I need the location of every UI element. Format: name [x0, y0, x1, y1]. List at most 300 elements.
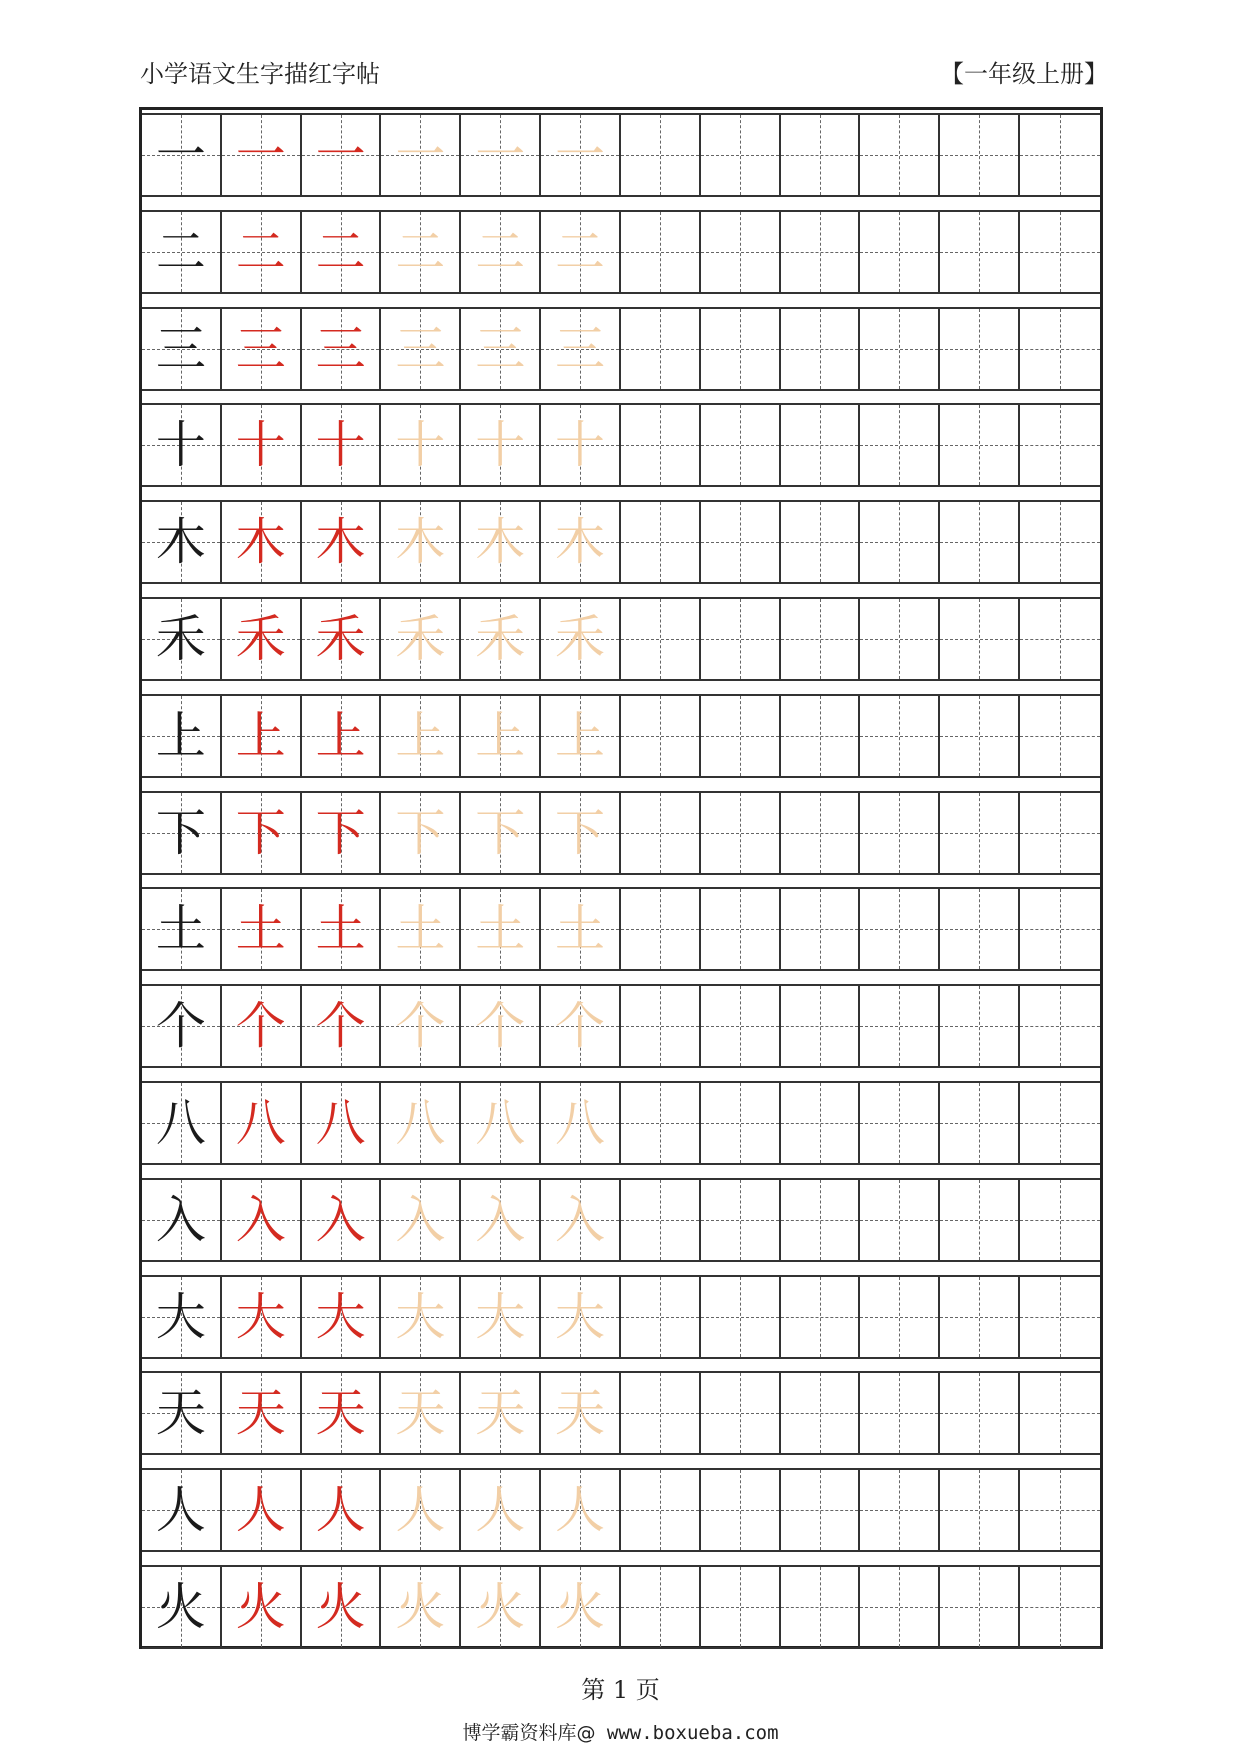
grid-cell: [541, 115, 621, 195]
model-character: 大: [155, 1287, 206, 1346]
red-trace-character: 火: [235, 1578, 286, 1636]
grid-cell: [222, 1567, 302, 1647]
grid-cell: [940, 1180, 1020, 1260]
grid-cell: [1020, 1567, 1100, 1647]
site-name: 博学霸资料库@: [462, 1722, 596, 1744]
grid-cell: [1020, 405, 1100, 485]
grid-cell: [781, 1470, 861, 1550]
grid-cell: [1020, 309, 1100, 389]
grid-cell: [1020, 1083, 1100, 1163]
model-character: 人: [155, 1481, 206, 1540]
model-character: 一: [155, 126, 206, 184]
grid-cell: [860, 599, 940, 679]
grid-cell: [860, 1180, 940, 1260]
grid-cell: [860, 1567, 940, 1647]
light-trace-character: 个: [475, 997, 526, 1056]
grid-cell: [701, 115, 781, 195]
grid-cell: [381, 1373, 461, 1453]
grid-cell: [701, 309, 781, 389]
grid-cell: [302, 502, 382, 582]
grid-cell: [860, 1277, 940, 1357]
red-trace-character: 天: [315, 1384, 366, 1443]
grid-cell: [940, 1277, 1020, 1357]
red-trace-character: 大: [315, 1287, 366, 1346]
grid-cell: [701, 889, 781, 969]
model-character: 下: [155, 803, 206, 862]
light-trace-character: 入: [555, 1190, 606, 1249]
grid-cell: [860, 1470, 940, 1550]
light-trace-character: 十: [395, 416, 446, 475]
grid-cell: [222, 212, 302, 292]
red-trace-character: 天: [235, 1384, 286, 1443]
grid-cell: [701, 599, 781, 679]
grid-cell: [142, 115, 222, 195]
red-trace-character: 个: [315, 997, 366, 1056]
grid-cell: [142, 599, 222, 679]
grid-cell: [621, 1277, 701, 1357]
red-trace-character: 禾: [315, 610, 366, 668]
grid-cell: [860, 986, 940, 1066]
grid-cell: [222, 696, 302, 776]
grid-cell: [222, 793, 302, 873]
grid-cell: [142, 793, 222, 873]
grid-cell: [461, 1373, 541, 1453]
practice-row: [142, 1178, 1100, 1262]
light-trace-character: 三: [395, 319, 446, 378]
grid-cell: [781, 696, 861, 776]
grid-cell: [381, 889, 461, 969]
grid-cell: [222, 309, 302, 389]
grid-cell: [621, 696, 701, 776]
practice-row: [142, 887, 1100, 971]
grid-cell: [461, 889, 541, 969]
grid-cell: [222, 1180, 302, 1260]
grid-cell: [541, 1277, 621, 1357]
red-trace-character: 禾: [235, 610, 286, 668]
light-trace-character: 八: [395, 1094, 446, 1152]
grid-cell: [541, 502, 621, 582]
grid-cell: [940, 793, 1020, 873]
practice-row: [142, 1081, 1100, 1165]
grid-cell: [1020, 1180, 1100, 1260]
red-trace-character: 二: [315, 222, 366, 281]
grid-cell: [621, 309, 701, 389]
grid-cell: [222, 115, 302, 195]
grid-cell: [940, 986, 1020, 1066]
red-trace-character: 一: [235, 126, 286, 184]
light-trace-character: 下: [555, 803, 606, 862]
grid-cell: [781, 405, 861, 485]
light-trace-character: 八: [475, 1094, 526, 1152]
red-trace-character: 入: [315, 1190, 366, 1249]
grid-cell: [621, 1567, 701, 1647]
light-trace-character: 禾: [475, 610, 526, 668]
red-trace-character: 上: [315, 706, 366, 765]
model-character: 土: [155, 900, 206, 959]
grid-cell: [222, 1373, 302, 1453]
grid-cell: [940, 1083, 1020, 1163]
grid-cell: [781, 599, 861, 679]
light-trace-character: 二: [395, 222, 446, 281]
grid-cell: [222, 599, 302, 679]
grid-cell: [701, 986, 781, 1066]
grid-cell: [701, 1470, 781, 1550]
grid-cell: [381, 405, 461, 485]
grid-cell: [541, 696, 621, 776]
grid-cell: [1020, 696, 1100, 776]
practice-row: [142, 1371, 1100, 1455]
grid-cell: [701, 502, 781, 582]
red-trace-character: 下: [315, 803, 366, 862]
grid-cell: [781, 1083, 861, 1163]
red-trace-character: 三: [315, 319, 366, 378]
red-trace-character: 土: [315, 900, 366, 959]
light-trace-character: 土: [555, 900, 606, 959]
grid-cell: [1020, 889, 1100, 969]
grid-cell: [701, 1083, 781, 1163]
grid-cell: [541, 1470, 621, 1550]
grid-cell: [701, 1373, 781, 1453]
grid-cell: [142, 1277, 222, 1357]
practice-row: [142, 307, 1100, 391]
light-trace-character: 二: [555, 222, 606, 281]
grid-cell: [541, 793, 621, 873]
grid-cell: [541, 1180, 621, 1260]
grid-cell: [541, 1373, 621, 1453]
light-trace-character: 天: [475, 1384, 526, 1443]
grid-cell: [461, 1470, 541, 1550]
red-trace-character: 木: [315, 513, 366, 572]
practice-row: [142, 694, 1100, 778]
grid-cell: [541, 889, 621, 969]
model-character: 上: [155, 706, 206, 765]
grid-cell: [1020, 1470, 1100, 1550]
grid-cell: [940, 502, 1020, 582]
grid-cell: [781, 1567, 861, 1647]
grid-cell: [860, 793, 940, 873]
model-character: 火: [155, 1578, 206, 1636]
grid-cell: [302, 986, 382, 1066]
grid-cell: [142, 212, 222, 292]
grid-cell: [860, 696, 940, 776]
grid-cell: [781, 115, 861, 195]
grid-cell: [781, 1373, 861, 1453]
grid-cell: [940, 115, 1020, 195]
grid-cell: [461, 1180, 541, 1260]
model-character: 入: [155, 1190, 206, 1249]
red-trace-character: 二: [235, 222, 286, 281]
grid-cell: [621, 1083, 701, 1163]
light-trace-character: 入: [395, 1190, 446, 1249]
red-trace-character: 一: [315, 126, 366, 184]
grid-cell: [302, 1180, 382, 1260]
grid-cell: [461, 212, 541, 292]
light-trace-character: 三: [475, 319, 526, 378]
grid-cell: [781, 986, 861, 1066]
grid-cell: [621, 502, 701, 582]
light-trace-character: 人: [475, 1481, 526, 1540]
model-character: 天: [155, 1384, 206, 1443]
red-trace-character: 八: [235, 1094, 286, 1152]
grid-cell: [860, 309, 940, 389]
light-trace-character: 个: [395, 997, 446, 1056]
site-url: www.boxueba.com: [595, 1722, 779, 1744]
grid-cell: [781, 309, 861, 389]
grid-cell: [302, 115, 382, 195]
grid-cell: [860, 502, 940, 582]
grid-cell: [381, 309, 461, 389]
light-trace-character: 禾: [395, 610, 446, 668]
grid-cell: [302, 1567, 382, 1647]
grid-cell: [461, 115, 541, 195]
grid-cell: [461, 1277, 541, 1357]
grid-cell: [142, 986, 222, 1066]
light-trace-character: 木: [555, 513, 606, 572]
practice-row: [142, 403, 1100, 487]
grid-cell: [940, 1567, 1020, 1647]
grid-cell: [142, 1180, 222, 1260]
grid-cell: [940, 599, 1020, 679]
light-trace-character: 土: [475, 900, 526, 959]
grid-cell: [381, 115, 461, 195]
light-trace-character: 上: [555, 706, 606, 765]
grid-cell: [621, 1373, 701, 1453]
grid-cell: [461, 1567, 541, 1647]
light-trace-character: 一: [475, 126, 526, 184]
grid-cell: [860, 212, 940, 292]
model-character: 八: [155, 1094, 206, 1152]
grid-cell: [381, 1180, 461, 1260]
grid-cell: [701, 793, 781, 873]
grid-cell: [860, 115, 940, 195]
grid-cell: [222, 1470, 302, 1550]
grid-cell: [940, 696, 1020, 776]
grid-cell: [381, 793, 461, 873]
grid-cell: [621, 1180, 701, 1260]
light-trace-character: 个: [555, 997, 606, 1056]
practice-row: [142, 1275, 1100, 1359]
grid-cell: [302, 889, 382, 969]
grid-cell: [222, 502, 302, 582]
grid-cell: [621, 889, 701, 969]
grid-cell: [701, 1567, 781, 1647]
grade-label: 【一年级上册】: [940, 60, 1108, 88]
grid-cell: [461, 793, 541, 873]
grid-cell: [222, 889, 302, 969]
grid-cell: [541, 309, 621, 389]
grid-cell: [541, 986, 621, 1066]
grid-cell: [381, 1083, 461, 1163]
grid-cell: [461, 502, 541, 582]
grid-cell: [621, 1470, 701, 1550]
model-character: 二: [155, 222, 206, 281]
grid-cell: [701, 405, 781, 485]
page-number: 第 1 页: [581, 1676, 660, 1704]
model-character: 个: [155, 997, 206, 1056]
red-trace-character: 十: [235, 416, 286, 475]
red-trace-character: 大: [235, 1287, 286, 1346]
light-trace-character: 入: [475, 1190, 526, 1249]
grid-cell: [701, 1277, 781, 1357]
model-character: 禾: [155, 610, 206, 668]
grid-cell: [302, 599, 382, 679]
document-title: 小学语文生字描红字帖: [140, 60, 380, 88]
light-trace-character: 三: [555, 319, 606, 378]
grid-cell: [381, 1470, 461, 1550]
grid-cell: [381, 599, 461, 679]
grid-cell: [541, 599, 621, 679]
grid-cell: [621, 212, 701, 292]
grid-cell: [461, 405, 541, 485]
grid-cell: [461, 599, 541, 679]
light-trace-character: 土: [395, 900, 446, 959]
grid-cell: [381, 1567, 461, 1647]
grid-cell: [860, 889, 940, 969]
grid-cell: [940, 212, 1020, 292]
light-trace-character: 下: [475, 803, 526, 862]
grid-cell: [1020, 502, 1100, 582]
grid-cell: [302, 212, 382, 292]
grid-cell: [222, 986, 302, 1066]
site-credit: [0, 1718, 1241, 1745]
grid-cell: [302, 1470, 382, 1550]
light-trace-character: 木: [395, 513, 446, 572]
grid-cell: [381, 986, 461, 1066]
practice-grid: [139, 107, 1103, 1649]
red-trace-character: 入: [235, 1190, 286, 1249]
light-trace-character: 天: [555, 1384, 606, 1443]
light-trace-character: 二: [475, 222, 526, 281]
practice-row: [142, 597, 1100, 681]
model-character: 三: [155, 319, 206, 378]
grid-cell: [1020, 115, 1100, 195]
grid-cell: [701, 696, 781, 776]
light-trace-character: 下: [395, 803, 446, 862]
light-trace-character: 十: [475, 416, 526, 475]
red-trace-character: 人: [235, 1481, 286, 1540]
red-trace-character: 三: [235, 319, 286, 378]
light-trace-character: 一: [555, 126, 606, 184]
grid-cell: [302, 405, 382, 485]
grid-cell: [461, 1083, 541, 1163]
red-trace-character: 人: [315, 1481, 366, 1540]
grid-cell: [461, 696, 541, 776]
grid-cell: [302, 1083, 382, 1163]
grid-cell: [940, 405, 1020, 485]
light-trace-character: 天: [395, 1384, 446, 1443]
grid-cell: [781, 212, 861, 292]
practice-row: [142, 791, 1100, 875]
model-character: 十: [155, 416, 206, 475]
grid-cell: [142, 502, 222, 582]
grid-cell: [142, 1567, 222, 1647]
red-trace-character: 火: [315, 1578, 366, 1636]
grid-cell: [302, 309, 382, 389]
grid-cell: [142, 1083, 222, 1163]
light-trace-character: 上: [395, 706, 446, 765]
light-trace-character: 火: [395, 1578, 446, 1636]
red-trace-character: 个: [235, 997, 286, 1056]
light-trace-character: 禾: [555, 610, 606, 668]
red-trace-character: 木: [235, 513, 286, 572]
grid-cell: [621, 599, 701, 679]
grid-cell: [940, 889, 1020, 969]
grid-cell: [781, 1180, 861, 1260]
grid-cell: [701, 1180, 781, 1260]
grid-cell: [940, 309, 1020, 389]
grid-cell: [1020, 793, 1100, 873]
red-trace-character: 下: [235, 803, 286, 862]
light-trace-character: 木: [475, 513, 526, 572]
grid-cell: [381, 1277, 461, 1357]
grid-cell: [621, 986, 701, 1066]
grid-cell: [940, 1470, 1020, 1550]
grid-cell: [541, 405, 621, 485]
light-trace-character: 人: [395, 1481, 446, 1540]
grid-cell: [381, 212, 461, 292]
red-trace-character: 上: [235, 706, 286, 765]
grid-cell: [1020, 986, 1100, 1066]
practice-row: [142, 113, 1100, 197]
light-trace-character: 八: [555, 1094, 606, 1152]
light-trace-character: 人: [555, 1481, 606, 1540]
grid-cell: [621, 405, 701, 485]
practice-row: [142, 210, 1100, 294]
grid-cell: [541, 1567, 621, 1647]
grid-cell: [781, 1277, 861, 1357]
grid-cell: [302, 696, 382, 776]
light-trace-character: 大: [555, 1287, 606, 1346]
grid-cell: [701, 212, 781, 292]
practice-row: [142, 1565, 1100, 1649]
grid-cell: [142, 889, 222, 969]
grid-cell: [222, 1083, 302, 1163]
light-trace-character: 十: [555, 416, 606, 475]
light-trace-character: 火: [555, 1578, 606, 1636]
grid-cell: [1020, 1277, 1100, 1357]
grid-cell: [860, 1373, 940, 1453]
grid-cell: [302, 1373, 382, 1453]
model-character: 木: [155, 513, 206, 572]
grid-cell: [781, 889, 861, 969]
grid-cell: [142, 1470, 222, 1550]
grid-cell: [302, 793, 382, 873]
light-trace-character: 一: [395, 126, 446, 184]
grid-cell: [302, 1277, 382, 1357]
light-trace-character: 上: [475, 706, 526, 765]
practice-row: [142, 984, 1100, 1068]
grid-cell: [1020, 212, 1100, 292]
grid-cell: [1020, 599, 1100, 679]
grid-cell: [222, 1277, 302, 1357]
practice-row: [142, 1468, 1100, 1552]
light-trace-character: 大: [475, 1287, 526, 1346]
grid-cell: [541, 212, 621, 292]
grid-cell: [781, 793, 861, 873]
grid-cell: [621, 793, 701, 873]
grid-cell: [142, 405, 222, 485]
grid-cell: [381, 696, 461, 776]
red-trace-character: 十: [315, 416, 366, 475]
grid-cell: [381, 502, 461, 582]
grid-cell: [860, 1083, 940, 1163]
grid-cell: [142, 1373, 222, 1453]
grid-cell: [461, 986, 541, 1066]
grid-cell: [1020, 1373, 1100, 1453]
practice-row: [142, 500, 1100, 584]
light-trace-character: 大: [395, 1287, 446, 1346]
grid-cell: [142, 696, 222, 776]
